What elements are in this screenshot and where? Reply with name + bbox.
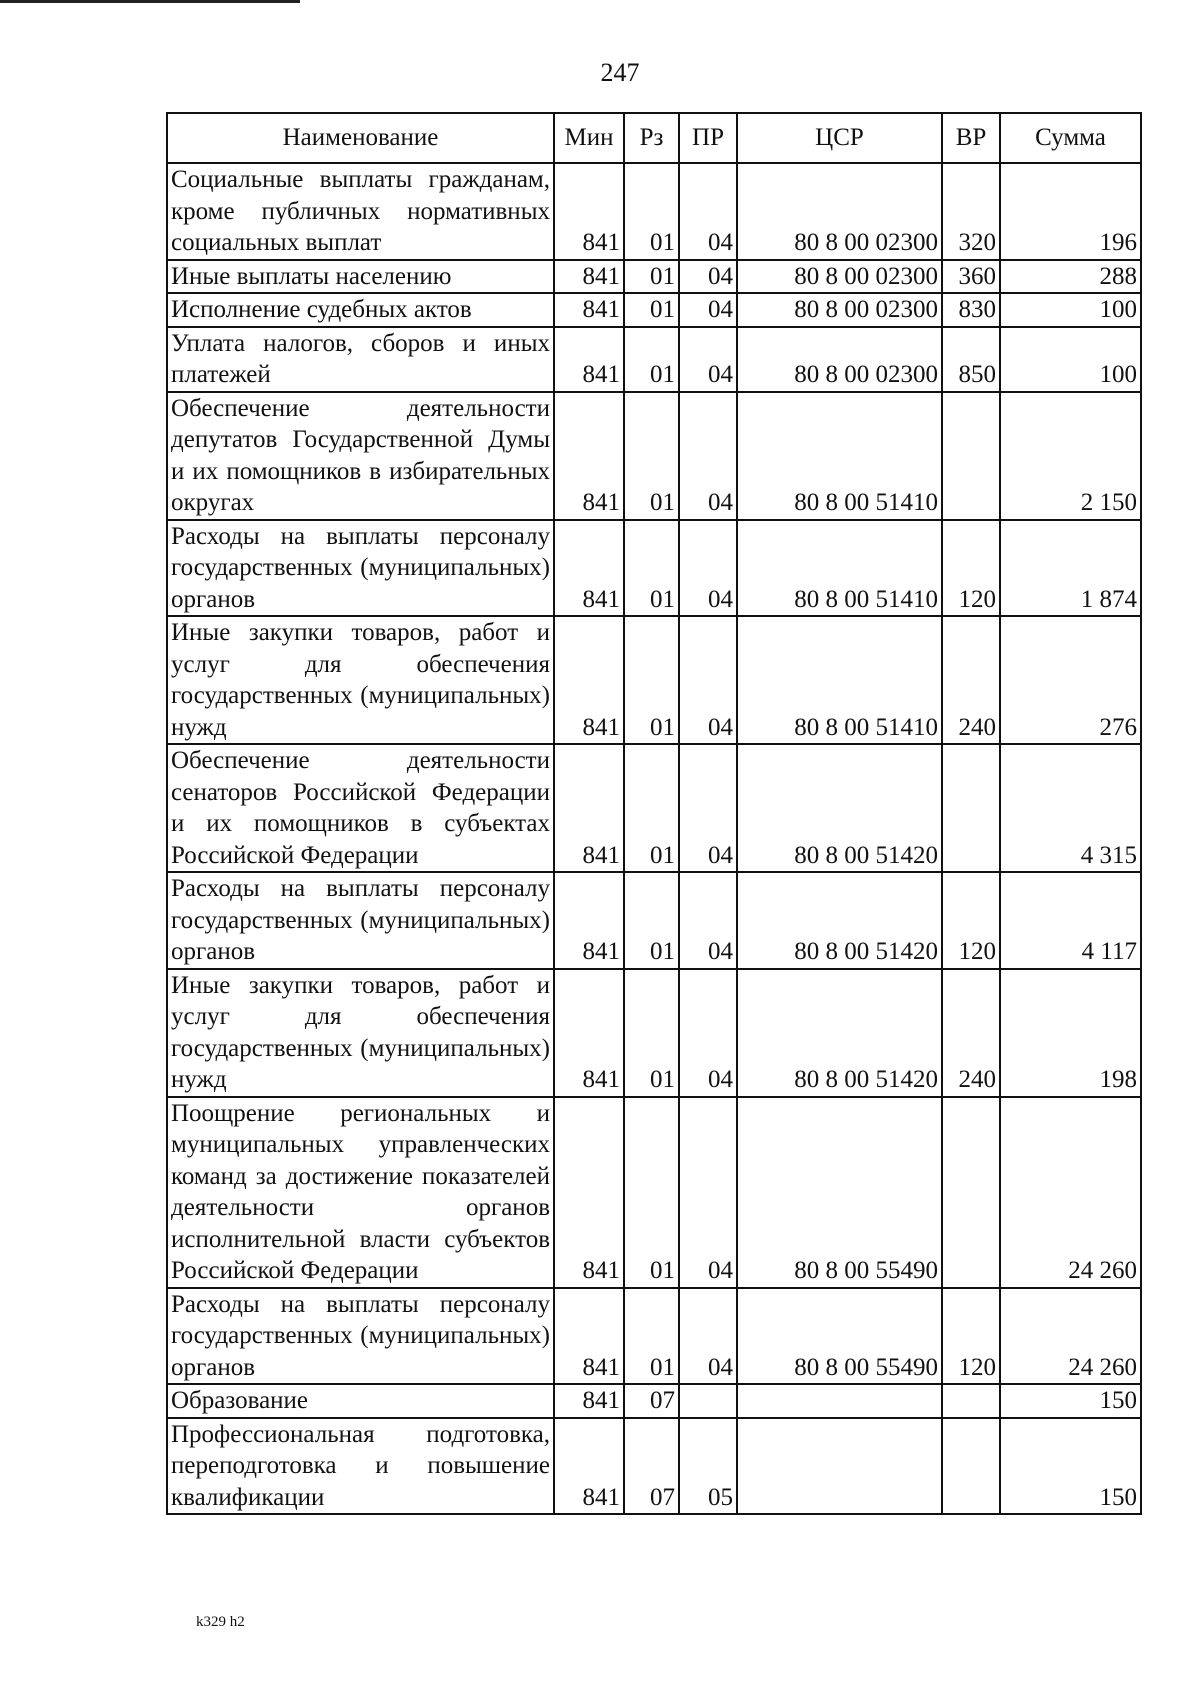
cell-name: Расходы на выплаты персоналу государственных (муниципальных) органов xyxy=(167,520,554,617)
cell-pr: 04 xyxy=(679,163,737,260)
cell-sum: 150 xyxy=(1000,1418,1141,1515)
cell-rz: 01 xyxy=(624,872,679,969)
cell-pr: 04 xyxy=(679,872,737,969)
cell-sum: 24 260 xyxy=(1000,1288,1141,1385)
cell-pr: 04 xyxy=(679,616,737,744)
table-row xyxy=(167,1384,1141,1418)
cell-csr: 80 8 00 02300 xyxy=(737,327,942,392)
header-min: Мин xyxy=(554,113,624,163)
cell-vr: 320 xyxy=(942,163,1000,260)
cell-sum: 2 150 xyxy=(1000,392,1141,520)
cell-name: Расходы на выплаты персоналу государственных (муниципальных) органов xyxy=(167,1288,554,1385)
cell-min: 841 xyxy=(554,969,624,1097)
cell-rz: 01 xyxy=(624,293,679,327)
cell-min: 841 xyxy=(554,1384,624,1418)
cell-name: Иные закупки товаров, работ и услуг для обеспечения государственных (муниципальных) нужд xyxy=(167,616,554,744)
table-row xyxy=(167,520,1141,617)
cell-min: 841 xyxy=(554,1288,624,1385)
cell-name: Иные закупки товаров, работ и услуг для обеспечения государственных (муниципальных) нужд xyxy=(167,969,554,1097)
cell-vr: 850 xyxy=(942,327,1000,392)
cell-vr xyxy=(942,1384,1000,1418)
cell-pr: 05 xyxy=(679,1418,737,1515)
cell-csr: 80 8 00 02300 xyxy=(737,163,942,260)
cell-csr xyxy=(737,1418,942,1515)
cell-name: Расходы на выплаты персоналу государственных (муниципальных) органов xyxy=(167,872,554,969)
cell-name: Иные выплаты населению xyxy=(167,260,554,294)
budget-table xyxy=(166,112,1142,1515)
cell-vr: 240 xyxy=(942,616,1000,744)
table-row xyxy=(167,744,1141,872)
cell-csr: 80 8 00 02300 xyxy=(737,293,942,327)
cell-vr: 830 xyxy=(942,293,1000,327)
cell-sum: 100 xyxy=(1000,327,1141,392)
cell-csr xyxy=(737,1384,942,1418)
cell-pr: 04 xyxy=(679,1288,737,1385)
cell-pr: 04 xyxy=(679,392,737,520)
cell-min: 841 xyxy=(554,744,624,872)
table-body xyxy=(167,163,1141,1514)
table-header xyxy=(167,113,1141,163)
header-name: Наименование xyxy=(167,113,554,163)
table-row xyxy=(167,969,1141,1097)
top-edge-rule xyxy=(0,0,300,3)
cell-min: 841 xyxy=(554,392,624,520)
cell-vr: 360 xyxy=(942,260,1000,294)
cell-sum: 288 xyxy=(1000,260,1141,294)
cell-name: Обеспечение деятельности депутатов Государственной Думы и их помощников в избирательных округах xyxy=(167,392,554,520)
cell-min: 841 xyxy=(554,520,624,617)
cell-csr: 80 8 00 55490 xyxy=(737,1288,942,1385)
cell-rz: 01 xyxy=(624,1097,679,1288)
table-row xyxy=(167,293,1141,327)
header-csr: ЦСР xyxy=(737,113,942,163)
cell-name: Профессиональная подготовка, переподготовка и повышение квалификации xyxy=(167,1418,554,1515)
table-row xyxy=(167,872,1141,969)
cell-vr: 120 xyxy=(942,520,1000,617)
cell-min: 841 xyxy=(554,163,624,260)
cell-rz: 01 xyxy=(624,260,679,294)
cell-csr: 80 8 00 02300 xyxy=(737,260,942,294)
cell-vr xyxy=(942,744,1000,872)
cell-csr: 80 8 00 51410 xyxy=(737,520,942,617)
cell-vr: 240 xyxy=(942,969,1000,1097)
header-sum: Сумма xyxy=(1000,113,1141,163)
header-row xyxy=(167,113,1141,163)
cell-min: 841 xyxy=(554,616,624,744)
cell-vr: 120 xyxy=(942,1288,1000,1385)
cell-min: 841 xyxy=(554,872,624,969)
table-row xyxy=(167,392,1141,520)
header-vr: ВР xyxy=(942,113,1000,163)
cell-sum: 100 xyxy=(1000,293,1141,327)
table-row xyxy=(167,327,1141,392)
table-row xyxy=(167,163,1141,260)
cell-rz: 01 xyxy=(624,520,679,617)
cell-name: Образование xyxy=(167,1384,554,1418)
cell-name: Обеспечение деятельности сенаторов Российской Федерации и их помощников в субъектах Российской Федерации xyxy=(167,744,554,872)
table-row xyxy=(167,616,1141,744)
cell-min: 841 xyxy=(554,293,624,327)
page-number: 247 xyxy=(600,58,640,87)
cell-csr: 80 8 00 51420 xyxy=(737,744,942,872)
cell-pr: 04 xyxy=(679,969,737,1097)
cell-rz: 07 xyxy=(624,1384,679,1418)
cell-rz: 01 xyxy=(624,616,679,744)
cell-name: Поощрение региональных и муниципальных управленческих команд за достижение показателей деятельности органов исполнительной власти субъектов Российской Федерации xyxy=(167,1097,554,1288)
cell-rz: 01 xyxy=(624,392,679,520)
cell-vr: 120 xyxy=(942,872,1000,969)
cell-sum: 4 315 xyxy=(1000,744,1141,872)
cell-sum: 196 xyxy=(1000,163,1141,260)
cell-min: 841 xyxy=(554,260,624,294)
cell-pr: 04 xyxy=(679,520,737,617)
cell-min: 841 xyxy=(554,327,624,392)
cell-sum: 24 260 xyxy=(1000,1097,1141,1288)
table-row xyxy=(167,1418,1141,1515)
cell-pr: 04 xyxy=(679,327,737,392)
cell-pr: 04 xyxy=(679,293,737,327)
cell-rz: 01 xyxy=(624,969,679,1097)
cell-pr: 04 xyxy=(679,260,737,294)
cell-name: Уплата налогов, сборов и иных платежей xyxy=(167,327,554,392)
cell-csr: 80 8 00 51420 xyxy=(737,969,942,1097)
cell-rz: 01 xyxy=(624,1288,679,1385)
header-rz: Рз xyxy=(624,113,679,163)
cell-sum: 276 xyxy=(1000,616,1141,744)
cell-pr: 04 xyxy=(679,744,737,872)
header-pr: ПР xyxy=(679,113,737,163)
cell-sum: 198 xyxy=(1000,969,1141,1097)
table-row xyxy=(167,1288,1141,1385)
cell-csr: 80 8 00 55490 xyxy=(737,1097,942,1288)
cell-vr xyxy=(942,1097,1000,1288)
cell-vr xyxy=(942,1418,1000,1515)
cell-csr: 80 8 00 51410 xyxy=(737,616,942,744)
cell-csr: 80 8 00 51410 xyxy=(737,392,942,520)
cell-vr xyxy=(942,392,1000,520)
cell-rz: 07 xyxy=(624,1418,679,1515)
footer-code: k329 h2 xyxy=(196,1614,245,1630)
cell-name: Социальные выплаты гражданам, кроме публичных нормативных социальных выплат xyxy=(167,163,554,260)
cell-rz: 01 xyxy=(624,327,679,392)
cell-rz: 01 xyxy=(624,163,679,260)
cell-sum: 1 874 xyxy=(1000,520,1141,617)
table-row xyxy=(167,260,1141,294)
cell-sum: 4 117 xyxy=(1000,872,1141,969)
cell-sum: 150 xyxy=(1000,1384,1141,1418)
table-row xyxy=(167,1097,1141,1288)
cell-name: Исполнение судебных актов xyxy=(167,293,554,327)
cell-min: 841 xyxy=(554,1418,624,1515)
cell-csr: 80 8 00 51420 xyxy=(737,872,942,969)
cell-rz: 01 xyxy=(624,744,679,872)
cell-min: 841 xyxy=(554,1097,624,1288)
cell-pr xyxy=(679,1384,737,1418)
cell-pr: 04 xyxy=(679,1097,737,1288)
